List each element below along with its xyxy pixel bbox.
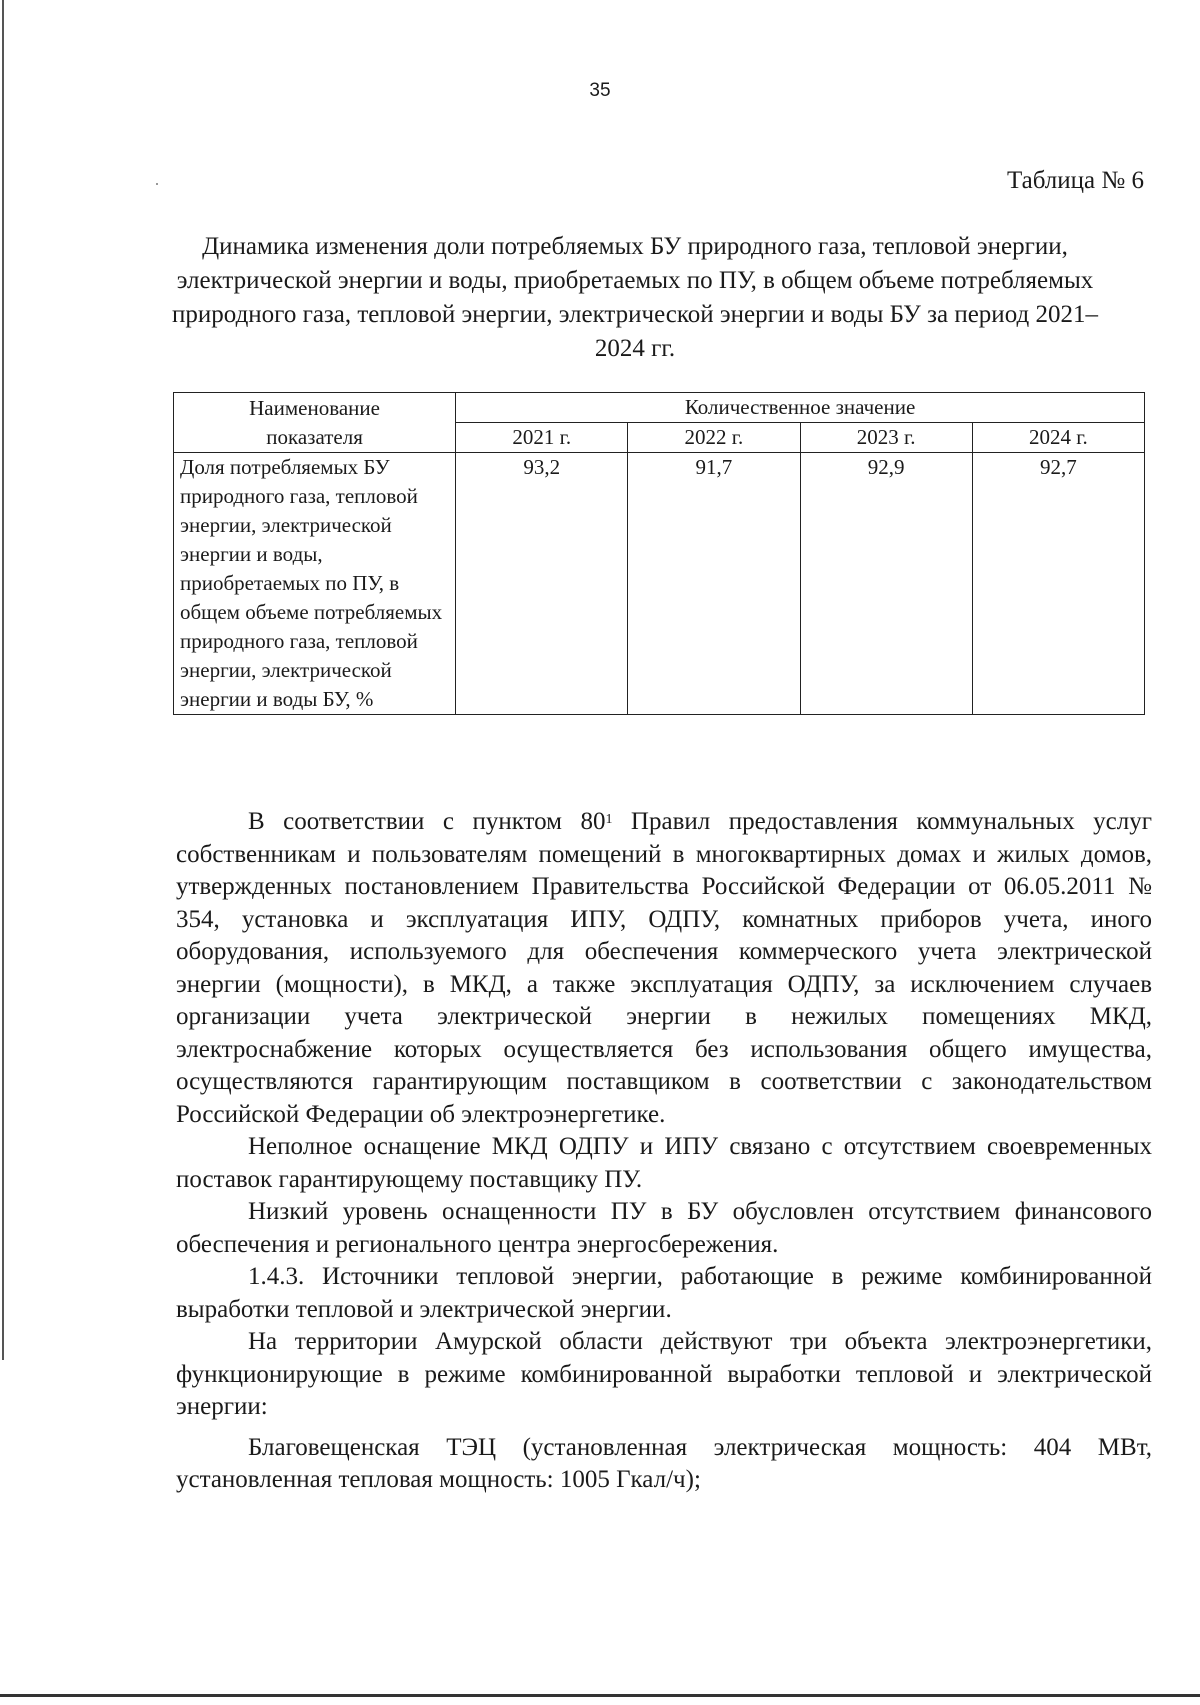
header-year-2024: 2024 г. xyxy=(972,423,1144,453)
indicator-cell: Доля потребляемых БУ природного газа, тепловой энергии, электрической энергии и воды, приобретаемых по ПУ, в общем объеме потребляемых природного газа, тепловой энергии, электрической энергии и воды БУ, % xyxy=(174,453,456,715)
paragraph-3: Низкий уровень оснащенности ПУ в БУ обусловлен отсутствием финансового обеспечения и регионального центра энергосбережения. xyxy=(176,1198,1152,1258)
scan-speck xyxy=(156,183,158,185)
table-row xyxy=(174,453,1145,715)
body-text xyxy=(176,806,1152,1497)
value-2021: 93,2 xyxy=(456,453,628,715)
scan-edge-bottom xyxy=(0,1694,1200,1697)
paragraph-5: На территории Амурской области действуют три объекта электроэнергетики, функционирующие в режиме комбинированной выработки тепловой и электрической энергии: xyxy=(176,1328,1152,1420)
paragraph-6: Благовещенская ТЭЦ (установленная электрическая мощность: 404 МВт, установленная тепловая мощность: 1005 Гкал/ч); xyxy=(176,1433,1152,1493)
paragraph-1-start: В соответствии с пунктом 80 xyxy=(248,808,606,835)
header-year-2022: 2022 г. xyxy=(628,423,800,453)
paragraph-1 xyxy=(176,806,1152,1131)
paragraph-4-section-heading: 1.4.3. Источники тепловой энергии, работающие в режиме комбинированной выработки тепловой и электрической энергии. xyxy=(176,1263,1152,1323)
value-2024: 92,7 xyxy=(972,453,1144,715)
page-number: 35 xyxy=(589,80,611,101)
table-title: Динамика изменения доли потребляемых БУ природного газа, тепловой энергии, электрической энергии и воды, приобретаемых по ПУ, в общем объеме потребляемых природного газа, тепловой энергии, электрической энергии и воды БУ за период 2021–2024 гг. xyxy=(172,233,1098,362)
value-2022: 91,7 xyxy=(628,453,800,715)
table-header-row xyxy=(174,393,1145,423)
header-year-2021: 2021 г. xyxy=(456,423,628,453)
table-label: Таблица № 6 xyxy=(1006,167,1144,194)
value-2023: 92,9 xyxy=(800,453,972,715)
data-table xyxy=(173,392,1145,715)
header-quantity-group: Количественное значение xyxy=(456,393,1145,423)
scan-edge-left xyxy=(2,0,4,1360)
header-name-line2: показателя xyxy=(266,424,363,449)
header-indicator-name xyxy=(174,393,456,453)
paragraph-1-rest: Правил предоставления коммунальных услуг собственникам и пользователям помещений в многоквартирных домах и жилых домов, утвержденных постановлением Правительства Российской Федерации от 06.05.2011 № 354, установка и эксплуатация ИПУ, ОДПУ, комнатных приборов учета, иного оборудования, используемого для обеспечения коммерческого учета электрической энергии (мощности), в МКД, а также эксплуатация ОДПУ, за исключением случаев организации учета электрической энергии в нежилых помещениях МКД, электроснабжение которых осуществляется без использования общего имущества, осуществляются гарантирующим поставщиком в соответствии с законодательством Российской Федерации об электроэнергетике. xyxy=(176,808,1152,1128)
header-year-2023: 2023 г. xyxy=(800,423,972,453)
paragraph-2: Неполное оснащение МКД ОДПУ и ИПУ связано с отсутствием своевременных поставок гарантирующему поставщику ПУ. xyxy=(176,1133,1152,1193)
footnote-superscript: 1 xyxy=(605,812,613,827)
header-name-line1: Наименование xyxy=(249,395,380,420)
